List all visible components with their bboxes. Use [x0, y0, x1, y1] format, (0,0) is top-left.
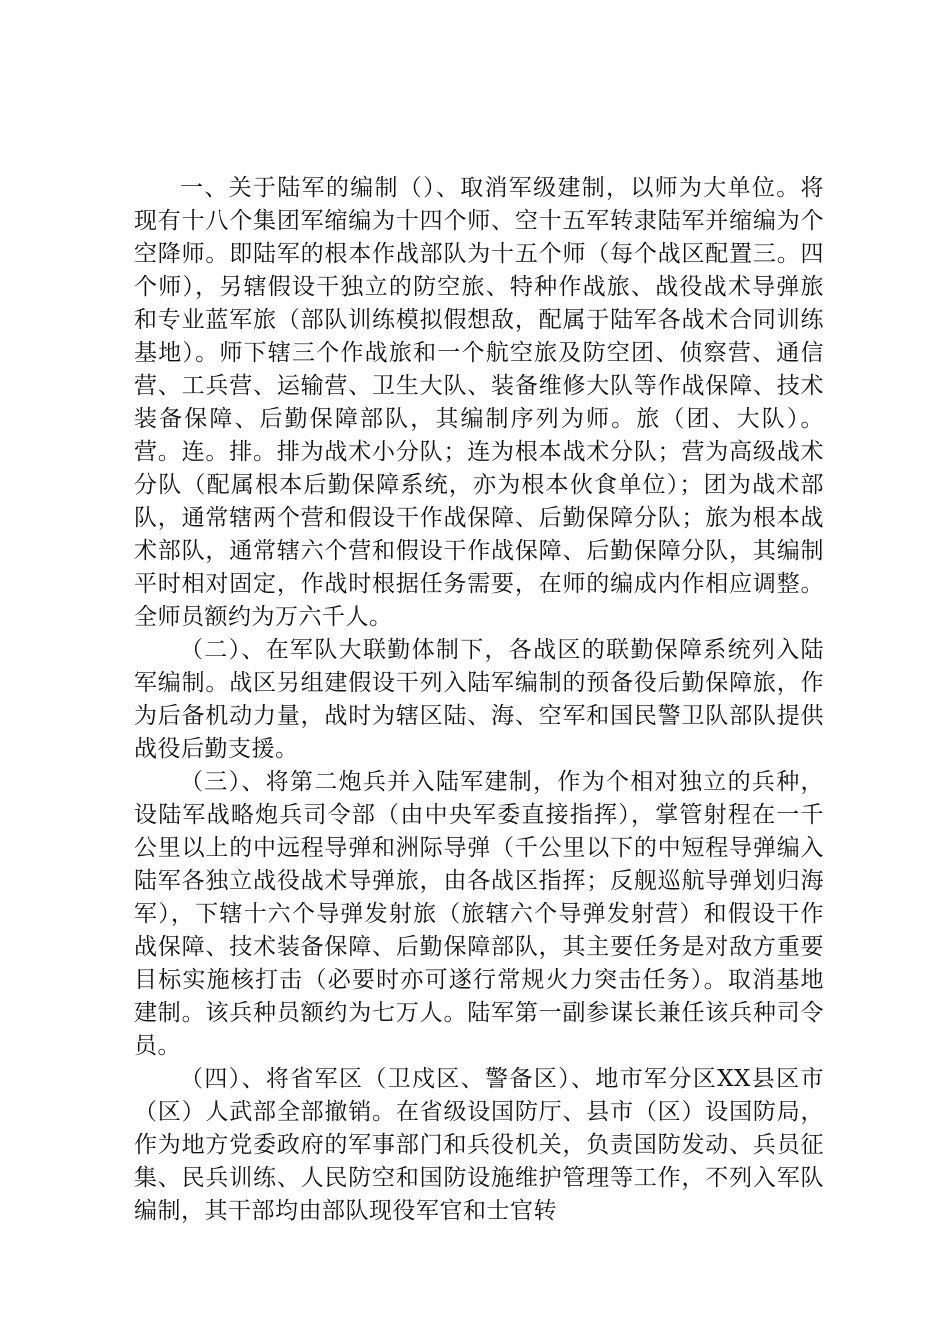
- paragraph-second-artillery: （三）、将第二炮兵并入陆军建制，作为个相对独立的兵种，设陆军战略炮兵司令部（由中央军委直接指挥），掌管射程在一千公里以上的中远程导弹和洲际导弹（千公里以下的中短程导弹编入陆军各独立战役战术导弹旅，由各战区指挥；反舰巡航导弹划归海军），下辖十六个导弹发射旅（旅辖六个导弹发射营）和假设干作战保障、技术装备保障、后勤保障部队，其主要任务是对敌方重要目标实施核打击（必要时亦可遂行常规火力突击任务）。取消基地建制。该兵种员额约为七万人。陆军第一副参谋长兼任该兵种司令员。: [134, 769, 824, 1059]
- paragraph-army-organization: 一、关于陆军的编制（）、取消军级建制，以师为大单位。将现有十八个集团军缩编为十四个师、空十五军转隶陆军并缩编为个空降师。即陆军的根本作战部队为十五个师（每个战区配置三。四个师），另辖假设干独立的防空旅、特种作战旅、战役战术导弹旅和专业蓝军旅（部队训练模拟假想敌，配属于陆军各战术合同训练基地）。师下辖三个作战旅和一个航空旅及防空团、侦察营、通信营、工兵营、运输营、卫生大队、装备维修大队等作战保障、技术装备保障、后勤保障部队，其编制序列为师。旅（团、大队）。营。连。排。排为战术小分队；连为根本战术分队；营为高级战术分队（配属根本后勤保障系统，亦为根本伙食单位）；团为战术部队，通常辖两个营和假设干作战保障、后勤保障分队；旅为根本战术部队，通常辖六个营和假设干作战保障、后勤保障分队，其编制平时相对固定，作战时根据任务需要，在师的编成内作相应调整。全师员额约为万六千人。: [134, 175, 824, 630]
- paragraph-joint-logistics: （二）、在军队大联勤体制下，各战区的联勤保障系统列入陆军编制。战区另组建假设干列入陆军编制的预备役后勤保障旅，作为后备机动力量，战时为辖区陆、海、空军和国民警卫队部队提供战役后勤支援。: [134, 637, 824, 762]
- paragraph-provincial-military: （四）、将省军区（卫戍区、警备区）、地市军分区XX县区市（区）人武部全部撤销。在省级设国防厅、县市（区）设国防局，作为地方党委政府的军事部门和兵役机关，负责国防发动、兵员征集、民兵训练、人民防空和国防设施维护管理等工作，不列入军队编制，其干部均由部队现役军官和士官转: [134, 1066, 824, 1224]
- document-body: [134, 172, 824, 1228]
